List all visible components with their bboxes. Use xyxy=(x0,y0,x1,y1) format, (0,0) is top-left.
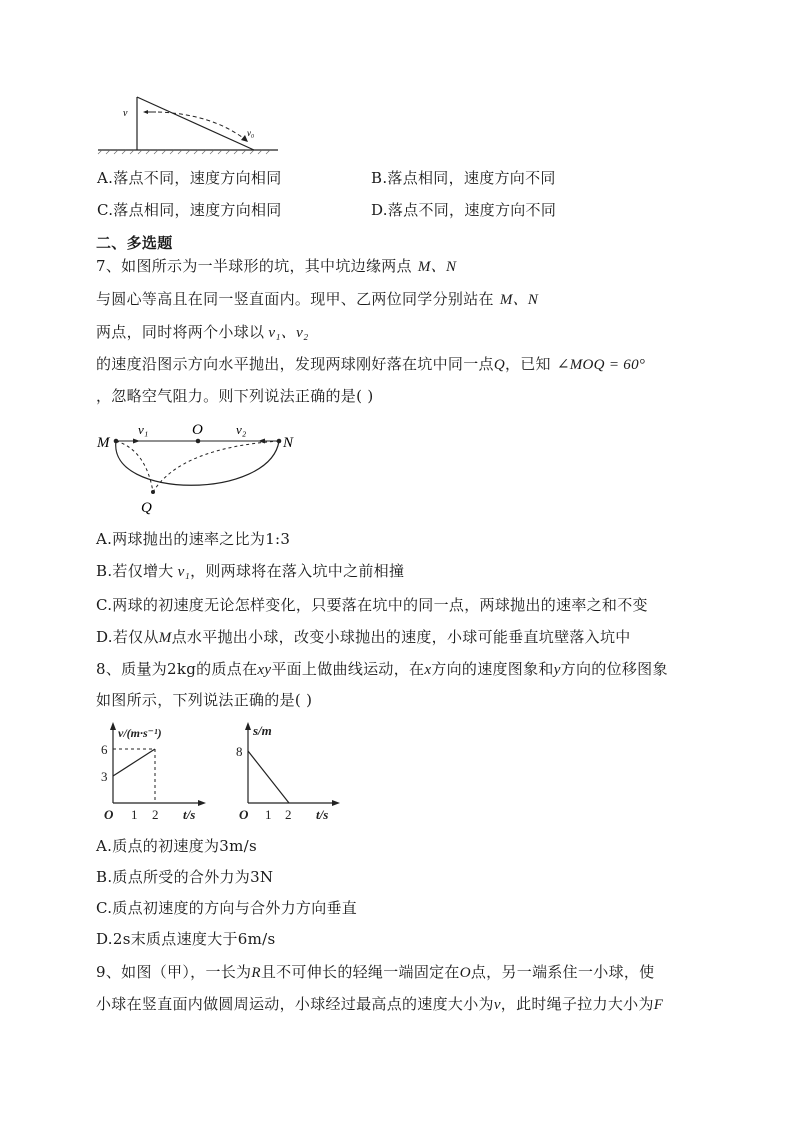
s-ylabel: s/m xyxy=(253,723,272,738)
q8-option-a[interactable]: A.质点的初速度为3m/s xyxy=(96,837,258,855)
q8-xy: xy xyxy=(257,662,272,678)
q8-x: x xyxy=(424,662,432,678)
q7-mn: M、N xyxy=(499,292,539,308)
q8-option-b[interactable]: B.质点所受的合外力为3N xyxy=(96,868,274,886)
section-title: 二、多选题 xyxy=(96,234,173,252)
q9-text: 点，另一端系住一小球，使 xyxy=(470,963,655,981)
label-n: N xyxy=(283,435,294,451)
q9-text: 小球在竖直面内做圆周运动，小球经过最高点的速度大小为 xyxy=(96,995,494,1013)
q9-text: ，此时绳子拉力大小为 xyxy=(500,995,654,1013)
v-tick-6: 6 xyxy=(101,742,108,757)
v-origin: O xyxy=(104,807,114,822)
q9-text: 且不可伸长的轻绳一端固定在 xyxy=(260,963,460,981)
q7-option-d-text2: 点水平抛出小球，改变小球抛出的速度，小球可能垂直坑壁落入坑中 xyxy=(171,628,631,646)
q9-r: R xyxy=(251,965,261,981)
label-q: Q xyxy=(141,500,152,516)
q7-angle: ∠MOQ = 60° xyxy=(556,357,646,373)
v-tick-2: 2 xyxy=(152,807,159,822)
q7-option-b-text2: ，则两球将在落入坑中之前相撞 xyxy=(190,562,405,580)
q7-option-b-text: B.若仅增大 xyxy=(96,562,174,580)
q9-v: v xyxy=(493,997,501,1013)
q7-text: 的速度沿图示方向水平抛出，发现两球刚好落在坑中同一点 xyxy=(96,355,494,373)
v-ylabel: v/(m·s⁻¹) xyxy=(118,726,162,740)
q8-text: 方向的速度图象和 xyxy=(431,660,554,678)
v-axis-y-arrow xyxy=(110,722,116,730)
q7-text: 两点，同时将两个小球以 xyxy=(96,323,265,341)
s-tick-2: 2 xyxy=(285,807,292,822)
q9-f: F xyxy=(653,997,664,1013)
q8-y: y xyxy=(553,662,561,678)
s-tick-8: 8 xyxy=(236,744,243,759)
label-v1: v₁ xyxy=(138,422,149,437)
s-xlabel: t/s xyxy=(316,807,329,822)
q7-known: ，已知 xyxy=(504,355,551,373)
q7-v1v2: v₁、v₂ xyxy=(268,325,309,341)
q7-text: 7、如图所示为一半球形的坑，其中坑边缘两点 xyxy=(96,257,412,275)
q6-option-d[interactable]: D.落点不同，速度方向不同 xyxy=(371,201,557,219)
q8-stem-line2: 如图所示，下列说法正确的是( ) xyxy=(96,691,313,709)
s-tick-1: 1 xyxy=(265,807,272,822)
s-axis-x-arrow xyxy=(332,800,340,806)
q9-text: 9、如图（甲），一长为 xyxy=(96,963,252,981)
s-data-line xyxy=(248,751,289,803)
q6-option-a[interactable]: A.落点不同，速度方向相同 xyxy=(97,169,282,187)
q7-mn: M、N xyxy=(417,259,457,275)
q9-stem-line2 xyxy=(96,994,663,1015)
q8-option-d[interactable]: D.2s末质点速度大于6m/s xyxy=(96,930,276,948)
q7-text: 与圆心等高且在同一竖直面内。现甲、乙两位同学分别站在 xyxy=(96,290,494,308)
q8-text: 方向的位移图象 xyxy=(560,660,668,678)
v-tick-1: 1 xyxy=(131,807,138,822)
q9-o: O xyxy=(459,965,471,981)
q6-option-c[interactable]: C.落点相同，速度方向相同 xyxy=(97,201,282,219)
label-o: O xyxy=(192,422,203,438)
q8-text: 8、质量为2kg的质点在 xyxy=(96,660,258,678)
label-v2: v₂ xyxy=(236,422,247,437)
q7-option-b-v1: v₁ xyxy=(177,564,191,580)
q6-option-b[interactable]: B.落点相同，速度方向不同 xyxy=(371,169,556,187)
q7-q: Q xyxy=(493,357,505,373)
q7-option-c[interactable]: C.两球的初速度无论怎样变化，只要落在坑中的同一点，两球抛出的速率之和不变 xyxy=(96,596,648,614)
q7-option-d-text: D.若仅从 xyxy=(96,628,159,646)
v-t-graph xyxy=(101,722,206,822)
label-v: v xyxy=(123,108,128,119)
label-m: M xyxy=(97,435,110,451)
q7-option-d-m: M xyxy=(158,630,172,646)
q9-stem-line1 xyxy=(96,962,654,983)
v-tick-3: 3 xyxy=(101,769,108,784)
q8-text: 平面上做曲线运动，在 xyxy=(271,660,425,678)
v-data-line xyxy=(113,749,155,776)
q7-option-a[interactable]: A.两球抛出的速率之比为1:3 xyxy=(96,530,291,548)
q7-stem-line5: ，忽略空气阻力。则下列说法正确的是( ) xyxy=(96,387,374,405)
label-v0: v₀ xyxy=(247,128,255,138)
s-origin: O xyxy=(239,807,249,822)
v-axis-x-arrow xyxy=(198,800,206,806)
q8-option-c[interactable]: C.质点初速度的方向与合外力方向垂直 xyxy=(96,899,358,917)
s-t-graph xyxy=(236,722,340,822)
v-xlabel: t/s xyxy=(183,807,196,822)
s-axis-y-arrow xyxy=(245,722,251,730)
